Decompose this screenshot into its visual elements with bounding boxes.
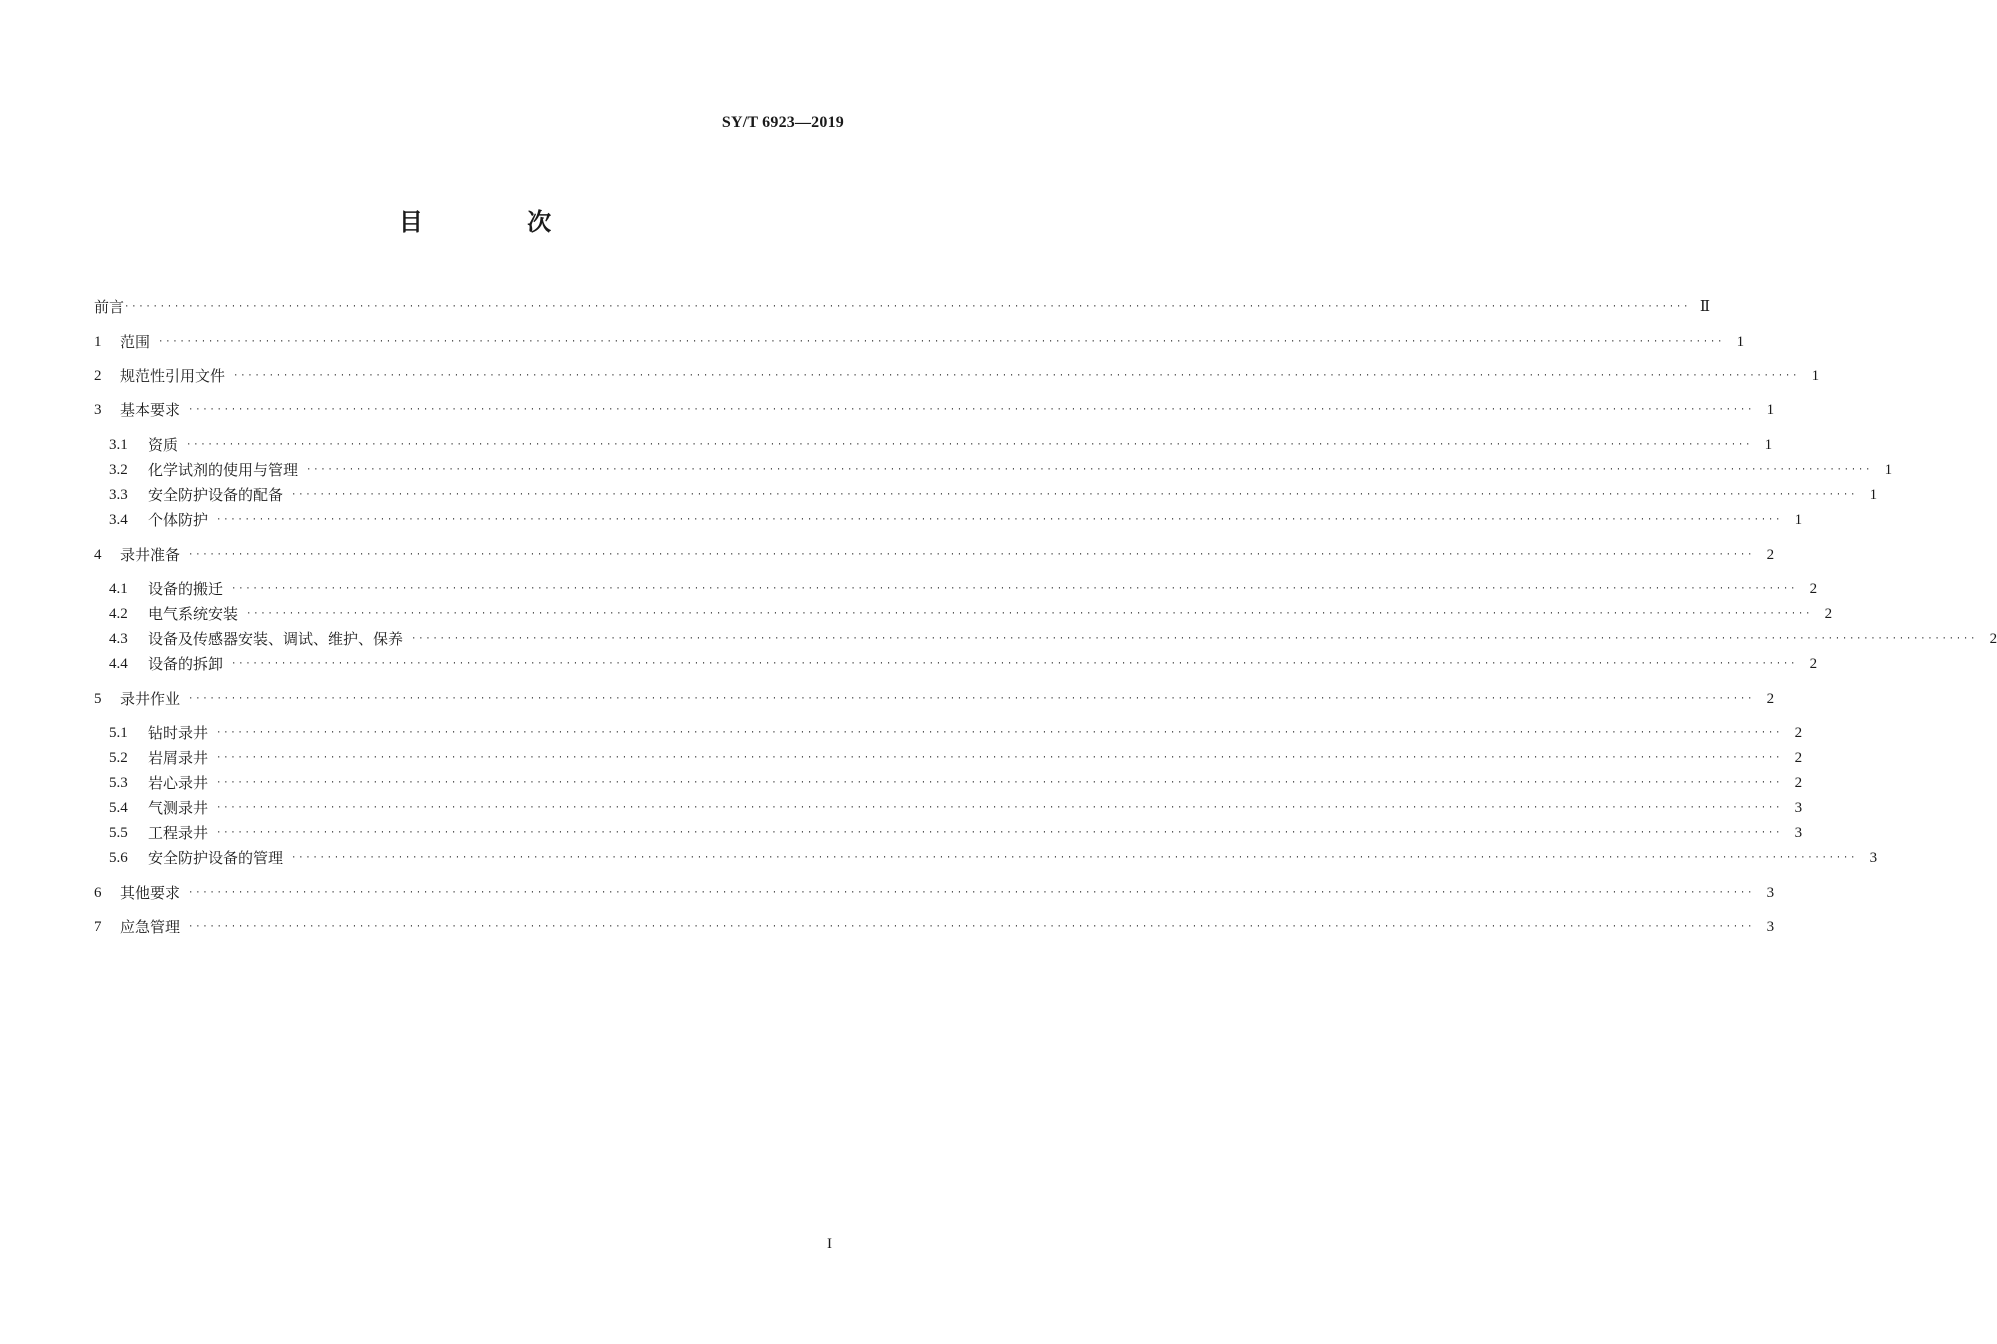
toc-entry-label: 安全防护设备的配备: [148, 486, 284, 504]
toc-entry[interactable]: [94, 847, 1878, 869]
dot-leader: ····························································································································································································································: [216, 778, 1783, 788]
toc-entry-label: 前言: [94, 298, 125, 316]
toc-entry-number: 4.2: [109, 606, 128, 622]
toc-entry-page: 2: [1809, 656, 1818, 672]
toc-entry-number: 4.4: [109, 656, 128, 672]
page-title: 目 次: [398, 208, 600, 236]
toc-entry[interactable]: [94, 822, 1803, 844]
dot-leader: ····························································································································································································································: [188, 888, 1755, 898]
toc-entry-number: 7: [94, 919, 102, 935]
toc-entry-page: 3: [1766, 885, 1775, 901]
toc-entry-label: 工程录井: [148, 824, 209, 842]
toc-entry-label: 岩心录井: [148, 774, 209, 792]
toc-entry-page: 3: [1794, 800, 1803, 816]
toc-entry-label: 设备及传感器安装、调试、维护、保养: [148, 630, 404, 648]
toc-entry-number: 2: [94, 368, 102, 384]
toc-entry-page: 1: [1811, 368, 1820, 384]
toc-entry-page: 3: [1794, 825, 1803, 841]
toc-entry[interactable]: [94, 544, 1775, 566]
footer-page-number: I: [827, 1236, 832, 1252]
toc-entry[interactable]: [94, 484, 1878, 506]
toc-entry[interactable]: [94, 331, 1745, 353]
dot-leader: ····························································································································································································································: [216, 753, 1783, 763]
toc-entry[interactable]: [94, 365, 1820, 387]
toc-entry-number: 4.3: [109, 631, 128, 647]
dot-leader: ····························································································································································································································: [216, 828, 1783, 838]
toc-entry-number: 5.3: [109, 775, 128, 791]
toc-entry-label: 其他要求: [120, 884, 181, 902]
toc-entry-number: 6: [94, 885, 102, 901]
dot-leader: ····························································································································································································································: [216, 515, 1783, 525]
toc-entry-page: 1: [1794, 512, 1803, 528]
toc-entry-label: 个体防护: [148, 511, 209, 529]
toc-entry-number: 5.4: [109, 800, 128, 816]
toc-entry-number: 5.1: [109, 725, 128, 741]
toc-entry[interactable]: [94, 509, 1803, 531]
toc-entry-number: 3.1: [109, 437, 128, 453]
toc-entry-label: 基本要求: [120, 401, 181, 419]
toc-entry-label: 录井作业: [120, 690, 181, 708]
toc-entry[interactable]: [94, 296, 1711, 318]
standard-code: SY/T 6923—2019: [721, 114, 844, 131]
toc-entry-page: 2: [1794, 750, 1803, 766]
toc-entry-page: 2: [1794, 725, 1803, 741]
toc-entry-label: 规范性引用文件: [120, 367, 226, 385]
toc-entry-number: 5.6: [109, 850, 128, 866]
dot-leader: ····························································································································································································································: [246, 609, 1813, 619]
toc-entry-number: 3: [94, 402, 102, 418]
dot-leader: ····························································································································································································································: [291, 490, 1858, 500]
toc-entry-page: 1: [1869, 487, 1878, 503]
toc-entry-page: 3: [1869, 850, 1878, 866]
toc-entry[interactable]: [94, 747, 1803, 769]
toc-entry[interactable]: [94, 434, 1773, 456]
dot-leader: ····························································································································································································································: [158, 337, 1725, 347]
toc-entry[interactable]: [94, 797, 1803, 819]
toc-entry-page: 3: [1766, 919, 1775, 935]
toc-entry-label: 电气系统安装: [148, 605, 239, 623]
toc-entry-label: 气测录井: [148, 799, 209, 817]
toc-entry-number: 4.1: [109, 581, 128, 597]
toc-entry-label: 录井准备: [120, 546, 181, 564]
toc-entry[interactable]: [94, 653, 1818, 675]
toc-entry[interactable]: [94, 628, 1997, 650]
toc-entry-number: 1: [94, 334, 102, 350]
toc-entry-label: 应急管理: [120, 918, 181, 936]
toc-entry-page: 2: [1809, 581, 1818, 597]
toc-entry[interactable]: [94, 916, 1775, 938]
toc-entry-number: 5.5: [109, 825, 128, 841]
toc-entry-page: 2: [1766, 547, 1775, 563]
toc-entry-page: 1: [1736, 334, 1745, 350]
toc-entry-label: 设备的拆卸: [148, 655, 224, 673]
toc-entry-page: 2: [1989, 631, 1997, 647]
dot-leader: ····························································································································································································································: [124, 302, 1691, 312]
toc-entry-label: 设备的搬迁: [148, 580, 224, 598]
toc-entry[interactable]: [94, 722, 1803, 744]
dot-leader: ····························································································································································································································: [188, 694, 1755, 704]
toc-entry[interactable]: [94, 688, 1775, 710]
toc-entry-label: 化学试剂的使用与管理: [148, 461, 299, 479]
toc-entry-page: 2: [1824, 606, 1833, 622]
toc-entry-number: 5: [94, 691, 102, 707]
toc-entry-number: 4: [94, 547, 102, 563]
toc-entry[interactable]: [94, 772, 1803, 794]
toc-entry-page: 2: [1766, 691, 1775, 707]
toc-entry-page: 1: [1764, 437, 1773, 453]
toc-entry[interactable]: [94, 459, 1893, 481]
dot-leader: ····························································································································································································································: [231, 584, 1798, 594]
toc-entry[interactable]: [94, 603, 1833, 625]
dot-leader: ····························································································································································································································: [411, 634, 1978, 644]
toc-entry-page: 1: [1766, 402, 1775, 418]
dot-leader: ····························································································································································································································: [216, 728, 1783, 738]
toc-entry-page: Ⅱ: [1699, 299, 1711, 315]
toc-entry[interactable]: [94, 399, 1775, 421]
toc-entry[interactable]: [94, 578, 1818, 600]
toc-entry[interactable]: [94, 882, 1775, 904]
dot-leader: ····························································································································································································································: [188, 405, 1755, 415]
toc-entry-page: 2: [1794, 775, 1803, 791]
toc-entry-label: 范围: [120, 333, 151, 351]
toc-entry-label: 钻时录井: [148, 724, 209, 742]
dot-leader: ····························································································································································································································: [186, 440, 1753, 450]
toc-entry-label: 安全防护设备的管理: [148, 849, 284, 867]
toc-entry-number: 3.4: [109, 512, 128, 528]
toc-entry-page: 1: [1884, 462, 1893, 478]
toc-entry-number: 3.2: [109, 462, 128, 478]
dot-leader: ····························································································································································································································: [188, 550, 1755, 560]
dot-leader: ····························································································································································································································: [306, 465, 1873, 475]
dot-leader: ····························································································································································································································: [233, 371, 1800, 381]
toc-entry-label: 岩屑录井: [148, 749, 209, 767]
dot-leader: ····························································································································································································································: [231, 659, 1798, 669]
dot-leader: ····························································································································································································································: [291, 853, 1858, 863]
dot-leader: ····························································································································································································································: [216, 803, 1783, 813]
dot-leader: ····························································································································································································································: [188, 922, 1755, 932]
toc-entry-number: 3.3: [109, 487, 128, 503]
toc-entry-number: 5.2: [109, 750, 128, 766]
toc-entry-label: 资质: [148, 436, 179, 454]
